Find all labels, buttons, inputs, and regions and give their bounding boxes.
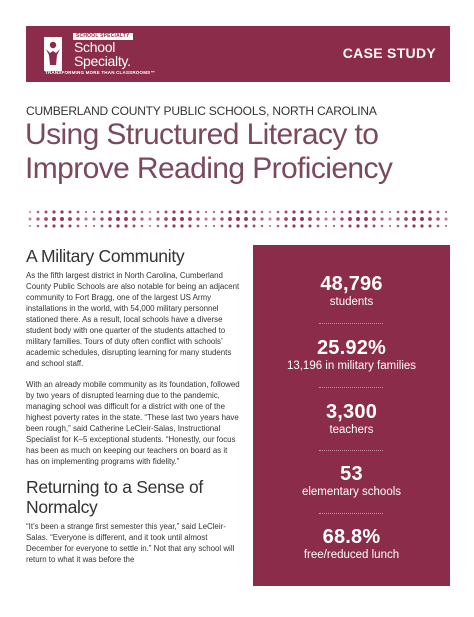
stat-label: students <box>329 296 374 308</box>
stat-value: 68.8% <box>322 526 381 548</box>
school-specialty-logo[interactable] <box>44 33 194 77</box>
dot-pattern-divider <box>26 208 450 230</box>
logo-wordmark-school: School <box>74 39 116 55</box>
stat-divider <box>319 450 383 451</box>
district-name: CUMBERLAND COUNTY PUBLIC SCHOOLS, NORTH CAROLINA <box>26 104 377 118</box>
person-figure-icon <box>44 37 62 71</box>
stat-students <box>253 273 450 309</box>
stat-value: 3,300 <box>325 401 378 423</box>
stat-elementary-schools <box>253 463 450 499</box>
stat-military-families <box>253 337 450 373</box>
stats-panel <box>253 245 450 586</box>
section-heading-military-community: A Military Community <box>26 246 185 266</box>
stat-value: 48,796 <box>320 273 383 295</box>
stat-value: 53 <box>340 463 363 485</box>
stat-free-reduced-lunch <box>253 526 450 562</box>
header-band <box>26 26 450 82</box>
logo-wordmark-specialty: Specialty. <box>74 53 131 69</box>
case-study-label: CASE STUDY <box>342 45 436 61</box>
stat-divider <box>319 387 383 388</box>
logo-tagline-bottom: TRANSFORMING MORE THAN CLASSROOMS™ <box>45 70 156 75</box>
stat-value: 25.92% <box>316 337 387 359</box>
paragraph: With an already mobile community as its foundation, followed by two years of disrupted learning due to the pandemic, managing school was difficult for a district with one of the highest poverty rates in the state. “These last two years have been rough,” said Catherine LeCleir-Salas, Instructional Specialist for K–5 exceptional students. “Honestly, our focus has been as much on keeping our teachers on board as it has on implementing programs with fidelity.” <box>26 380 240 466</box>
stat-label: free/reduced lunch <box>303 549 400 561</box>
page-title: Using Structured Literacy to Improve Reading Proficiency <box>25 118 393 185</box>
logo-tagline-top: SCHOOL SPECIALTY <box>73 33 133 40</box>
paragraph: “It’s been a strange first semester this year,” said LeCleir-Salas. “Everyone is different, and it took until almost December for everyone to settle in.” Not that any school will return to what it was before the <box>26 522 235 564</box>
section-heading-normalcy: Returning to a Sense of Normalcy <box>26 477 203 517</box>
stat-teachers <box>253 401 450 437</box>
stat-divider <box>319 323 383 324</box>
stat-label: teachers <box>329 424 374 436</box>
stat-label: 13,196 in military families <box>286 360 417 372</box>
paragraph: As the fifth largest district in North Carolina, Cumberland County Public Schools are also notable for being an adjacent community to Fort Bragg, one of the largest US Army installations in the world, with 54,000 military personnel stationed there. As a result, local schools have a diverse student body with one quarter of the students attached to military families. Tours of duty often conflict with schools’ academic schedules, disrupting learning for many students and school staff. <box>26 271 240 368</box>
stat-label: elementary schools <box>301 486 402 498</box>
stat-divider <box>319 513 383 514</box>
article-body <box>26 246 242 586</box>
